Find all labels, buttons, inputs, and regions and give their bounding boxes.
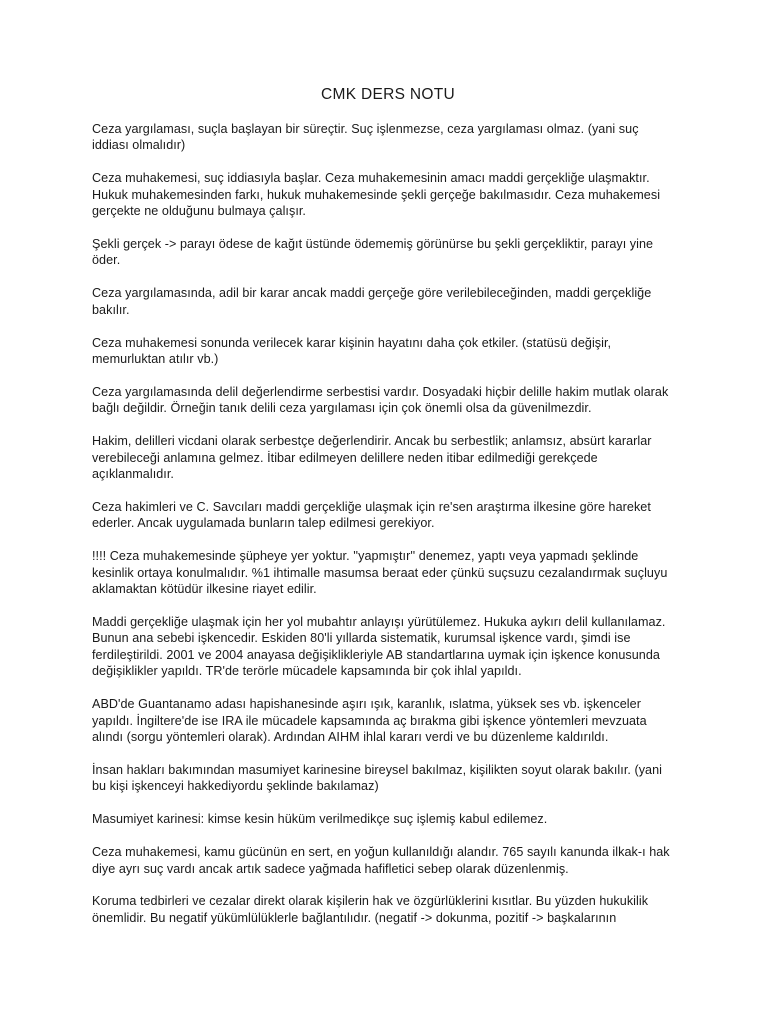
paragraph-8: Ceza hakimleri ve C. Savcıları maddi gerçekliğe ulaşmak için re'sen araştırma ilkesine göre hareket ederler. Ancak uygulamada bunların talep edilmesi gerekiyor. (92, 500, 651, 531)
paragraph-1: Ceza yargılaması, suçla başlayan bir süreçtir. Suç işlenmezse, ceza yargılaması olmaz. (yani suç iddiası olmalıdır) (92, 122, 639, 153)
paragraph-12: İnsan hakları bakımından masumiyet karinesine bireysel bakılmaz, kişilikten soyut olarak bakılır. (yani bu kişi işkenceyi hakkediyordu şeklinde bakılamaz) (92, 762, 663, 794)
paragraph-2: Ceza muhakemesi, suç iddiasıyla başlar. Ceza muhakemesinin amacı maddi gerçekliğe ulaşmaktır. Hukuk muhakemesinden farkı, hukuk muhakemesinde şekli gerçeğe bakılmasıdır. Ceza muhakemesi gerçekte ne olduğunu bulmaya çalışır. (92, 171, 661, 219)
paragraph-9: !!!! Ceza muhakemesinde şüpheye yer yoktur. ''yapmıştır'' denemez, yaptı veya yapmadı şeklinde kesinlik ortaya konulmalıdır. %1 ihtimalle masumsa beraat eder çünkü suçsuzu cezalandırmak suçluyu aklamaktan kötüdür ilkesine riayet edilir. (92, 549, 668, 597)
paragraph-5: Ceza muhakemesi sonunda verilecek karar kişinin hayatını daha çok etkiler. (statüsü değişir, memurluktan atılır vb.) (92, 335, 612, 367)
paragraph-13: Masumiyet karinesi: kimse kesin hüküm verilmedikçe suç işlemiş kabul edilemez. (92, 812, 548, 827)
paragraph-4: Ceza yargılamasında, adil bir karar ancak maddi gerçeğe göre verilebileceğinden, maddi gerçekliğe bakılır. (92, 286, 652, 317)
paragraph-10: Maddi gerçekliğe ulaşmak için her yol mubahtır anlayışı yürütülemez. Hukuka aykırı delil kullanılamaz. Bunun ana sebebi işkencedir. Eskiden 80'li yıllarda sistematik, kurumsal işkence vardı, şimdi ise ferdileştirildi. 2001 ve 2004 anayasa değişiklikleriyle AB standartlarına uymak için işkence konusunda değişiklikler yapıldı. TR'de terörle mücadele kapsamında bir çok ihlal yapıldı. (92, 615, 666, 679)
paragraph-3: Şekli gerçek -> parayı ödese de kağıt üstünde ödememiş görünürse bu şekli gerçekliktir, parayı yine öder. (92, 237, 654, 268)
document-title: CMK DERS NOTU (321, 86, 455, 103)
paragraph-14: Ceza muhakemesi, kamu gücünün en sert, en yoğun kullanıldığı alandır. 765 sayılı kanunda ilkak-ı hak diye ayrı suç vardı ancak artık sadece yağmada hafifletici sebep olarak düzenlenmiş. (92, 845, 670, 876)
paragraph-7: Hakim, delilleri vicdani olarak serbestçe değerlendirir. Ancak bu serbestlik; anlamsız, absürt kararlar verebileceği anlamına gelmez. İtibar edilmeyen delillere neden itibar edilmediği gerekçede açıklanmalıdır. (92, 434, 652, 482)
paragraph-15: Koruma tedbirleri ve cezalar direkt olarak kişilerin hak ve özgürlüklerini kısıtlar. Bu yüzden hukukilik önemlidir. Bu negatif yükümlülüklerle bağlantılıdır. (negatif -> dokunma, pozitif -> başkalarının (92, 894, 649, 925)
paragraph-11: ABD'de Guantanamo adası hapishanesinde aşırı ışık, karanlık, ıslatma, yüksek ses vb. işkenceler yapıldı. İngiltere'de ise IRA ile mücadele kapsamında aç bırakma gibi işkence yöntemleri mevzuata alındı (sorgu yöntemleri olarak). Ardından AIHM ihlal kararı verdi ve bu düzenleme kaldırıldı. (92, 697, 647, 744)
paragraph-6: Ceza yargılamasında delil değerlendirme serbestisi vardır. Dosyadaki hiçbir delille hakim mutlak olarak bağlı değildir. Örneğin tanık delili ceza yargılaması için çok önemli olsa da güvenilmezdir. (92, 384, 669, 416)
